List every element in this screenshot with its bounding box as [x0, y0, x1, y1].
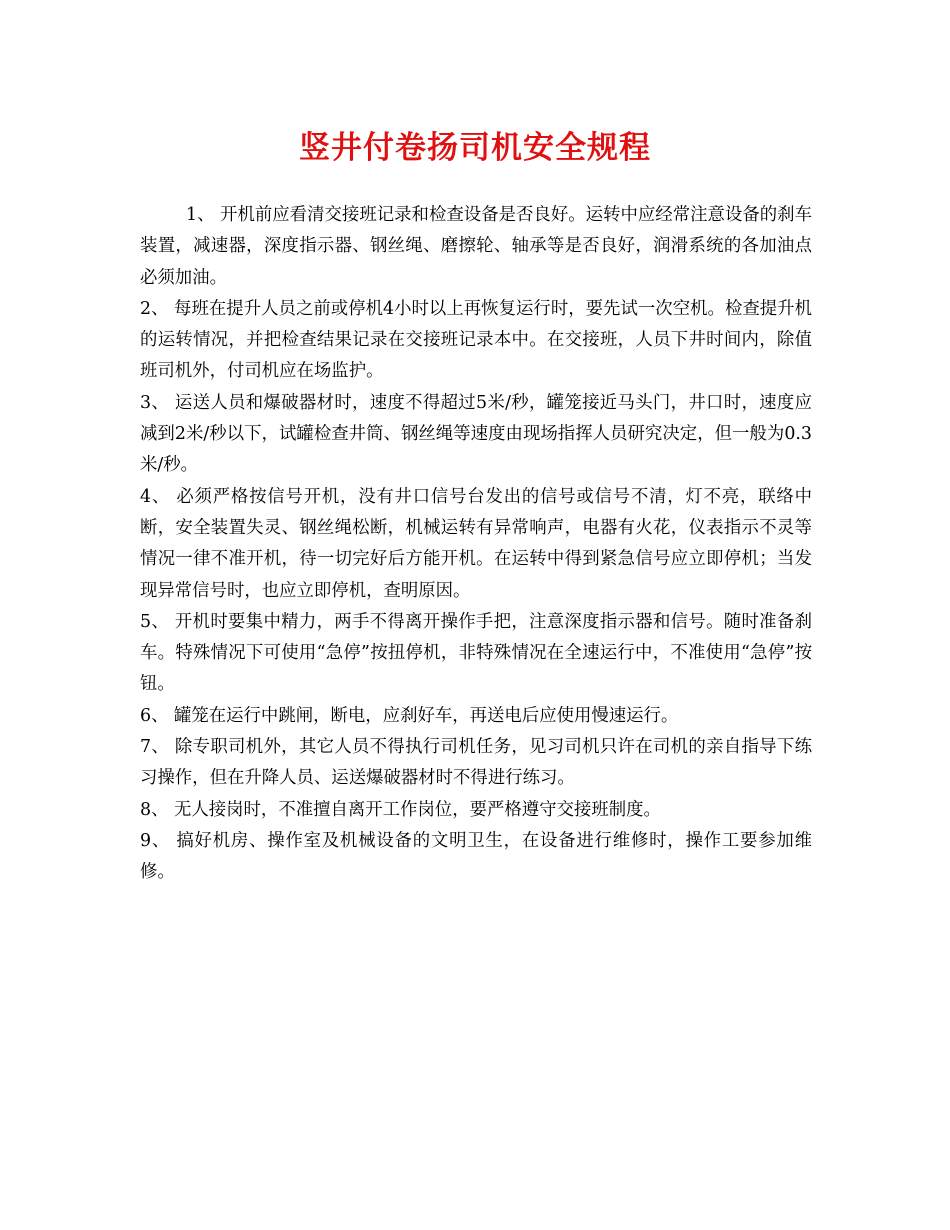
document-title: 竖井付卷扬司机安全规程	[299, 130, 651, 166]
regulation-item-2: 2、 每班在提升人员之前或停机4小时以上再恢复运行时，要先试一次空机。检查提升机的运转情况，并把检查结果记录在交接班记录本中。在交接班，人员下井时间内，除值班司机外，付司机应在场监护。	[140, 298, 812, 382]
regulation-item-1: 1、 开机前应看清交接班记录和检查设备是否良好。运转中应经常注意设备的刹车装置，减速器，深度指示器、钢丝绳、磨擦轮、轴承等是否良好，润滑系统的各加油点必须加油。	[140, 205, 812, 288]
regulation-item-8: 8、 无人接岗时，不准擅自离开工作岗位，要严格遵守交接班制度。	[140, 799, 661, 820]
regulation-item-3: 3、 运送人员和爆破器材时，速度不得超过5米/秒，罐笼接近马头门，井口时，速度应减到2米/秒以下，试罐检查井筒、钢丝绳等速度由现场指挥人员研究决定，但一般为0.3米/秒。	[140, 392, 812, 476]
regulation-item-6: 6、 罐笼在运行中跳闸，断电，应刹好车，再送电后应使用慢速运行。	[140, 705, 679, 726]
regulation-item-7: 7、 除专职司机外，其它人员不得执行司机任务，见习司机只许在司机的亲自指导下练习操作，但在升降人员、运送爆破器材时不得进行练习。	[140, 737, 812, 789]
regulation-item-9: 9、 搞好机房、操作室及机械设备的文明卫生，在设备进行维修时，操作工要参加维修。	[140, 830, 812, 883]
regulation-list	[140, 200, 812, 889]
regulation-item-5: 5、 开机时要集中精力，两手不得离开操作手把，注意深度指示器和信号。随时准备刹车。特殊情况下可使用“急停”按扭停机，非特殊情况在全速运行中，不准使用“急停”按钮。	[140, 611, 812, 695]
regulation-item-4: 4、 必须严格按信号开机，没有井口信号台发出的信号或信号不清，灯不亮，联络中断，安全装置失灵、钢丝绳松断，机械运转有异常响声，电器有火花，仪表指示不灵等情况一律不准开机，待一切完好后方能开机。在运转中得到紧急信号应立即停机；当发现异常信号时，也应立即停机，查明原因。	[140, 486, 812, 601]
